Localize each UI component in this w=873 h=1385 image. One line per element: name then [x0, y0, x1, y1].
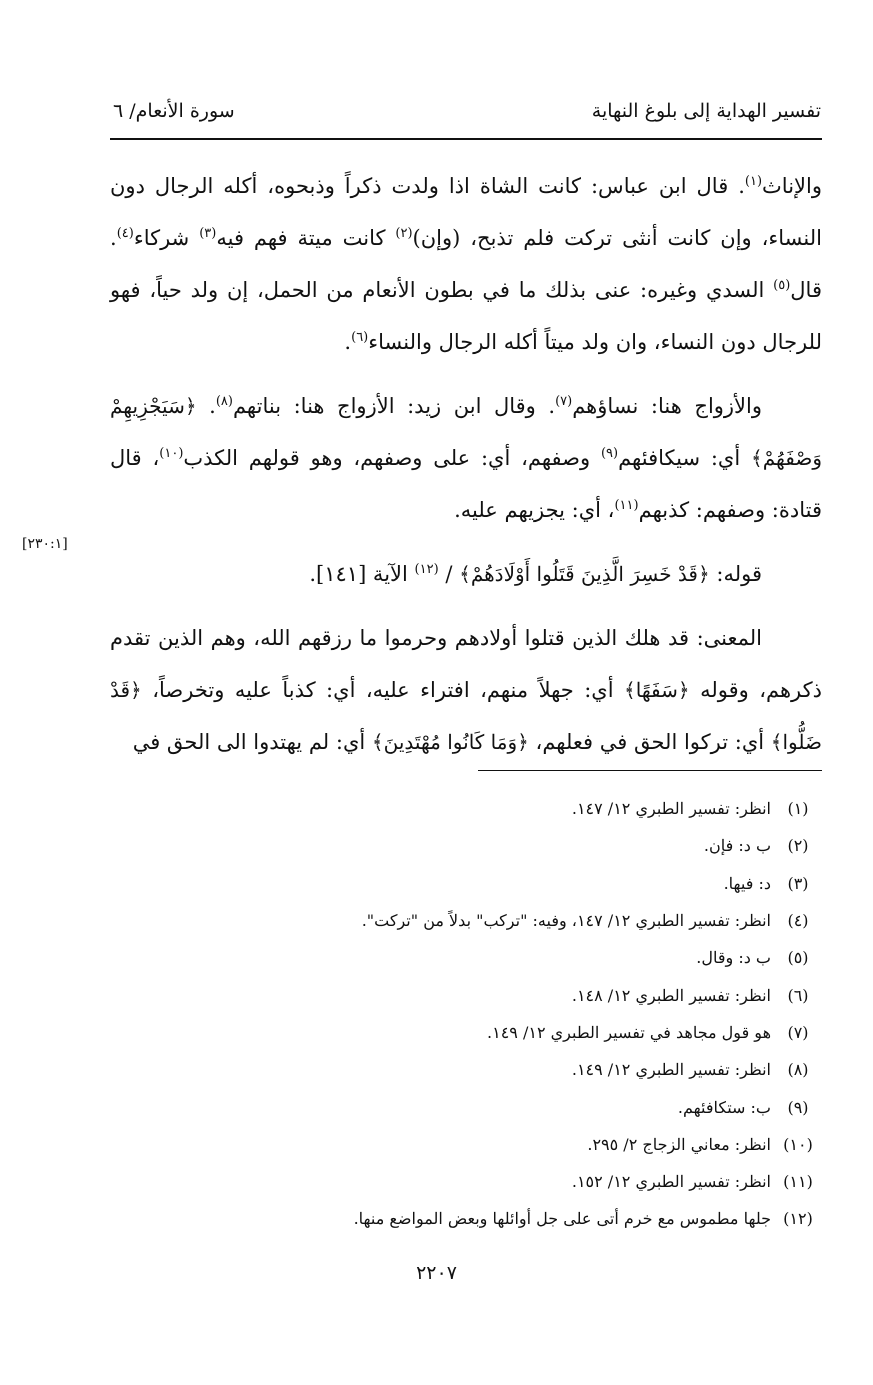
- footnote-number: (١٠): [783, 1134, 813, 1154]
- footnote-marker: (١٠): [159, 446, 184, 461]
- footnote-text: انظر: تفسير الطبري ١٢/ ١٤٨.: [571, 985, 771, 1005]
- footnote-marker: (٦): [351, 330, 369, 345]
- footnote-marker: (٧): [555, 394, 573, 409]
- text-run: ، أي: يجزيهم عليه.: [454, 498, 615, 522]
- text-run: المعنى: قد هلك الذين قتلوا أولادهم وحرموا ما رزقهم الله، وهم الذين تقدم ذكرهم، وقوله: [110, 626, 822, 702]
- running-head-book-title: تفسير الهداية إلى بلوغ النهاية: [591, 100, 821, 122]
- text-run: كانت ميتة فهم فيه: [216, 226, 396, 250]
- footnote-item: [125, 1014, 825, 1051]
- text-run: . وقال ابن زيد: الأزواج هنا: بناتهم: [232, 394, 556, 418]
- footnote-number: (٤): [787, 911, 809, 931]
- quran-quote: ﴿سَفَهًا﴾: [624, 678, 690, 702]
- footnote-text: د: فيها.: [723, 873, 771, 893]
- text-run: .: [196, 394, 216, 418]
- main-text: [110, 160, 822, 768]
- text-run: /: [438, 562, 460, 586]
- footnote-number: (٥): [787, 948, 809, 968]
- footnote-item: [125, 976, 825, 1013]
- footnote-number: (٧): [787, 1022, 809, 1042]
- text-run: . قال ابن عباس: كانت الشاة اذا ولدت ذكراً وذبحوه، أكله الرجال دون النساء، وإن كانت أنثى تركت فلم تذبح، (وإن): [110, 174, 822, 250]
- footnotes-list: [125, 790, 825, 1238]
- footnote-marker: (٨): [215, 394, 233, 409]
- page-number: ٢٢٠٧: [416, 1262, 457, 1284]
- text-run: أي: سيكافئهم: [618, 446, 751, 470]
- footnote-marker: (٤): [116, 226, 134, 241]
- text-run: .: [344, 330, 352, 354]
- margin-manuscript-reference: [٢٣٠:١]: [22, 536, 68, 552]
- footnote-number: (٩): [787, 1097, 809, 1117]
- footnote-item: [125, 1051, 825, 1088]
- quran-quote: ﴿وَمَا كَانُوا مُهْتَدِينَ﴾: [371, 730, 529, 754]
- footnote-item: [125, 790, 825, 827]
- footnote-text: انظر: تفسير الطبري ١٢/ ١٤٧.: [571, 799, 771, 819]
- text-run: أي: تركوا الحق في فعلهم،: [528, 730, 771, 754]
- text-run: والإناث: [762, 174, 822, 198]
- footnote-text: انظر: معاني الزجاج ٢/ ٢٩٥.: [587, 1134, 771, 1154]
- paragraph-4: [110, 612, 822, 768]
- footnote-number: (١٢): [783, 1209, 813, 1229]
- quran-quote: ﴿قَدْ ضَلُّوا﴾: [110, 678, 822, 754]
- footnote-number: (٣): [787, 873, 809, 893]
- footnote-number: (١١): [783, 1172, 813, 1192]
- footnote-text: هو قول مجاهد في تفسير الطبري ١٢/ ١٤٩.: [487, 1022, 771, 1042]
- text-run: ، قال قتادة: وصفهم: كذبهم: [110, 446, 822, 522]
- text-run: وصفهم، أي: على وصفهم، وهو قولهم الكذب: [183, 446, 601, 470]
- footnote-marker: (٩): [600, 446, 619, 461]
- text-run: شركاء: [133, 226, 200, 250]
- footnote-text: انظر: تفسير الطبري ١٢/ ١٤٧، وفيه: "تركب" بدلاً من "تركت".: [361, 911, 771, 931]
- footnote-text: ب د: وقال.: [696, 948, 771, 968]
- footnote-item: [125, 1200, 825, 1237]
- running-head-surah: سورة الأنعام/ ٦: [113, 100, 235, 122]
- quran-quote: ﴿قَدْ خَسِرَ الَّذِينَ قَتَلُوا أَوْلَادَهُمْ﴾: [459, 562, 710, 586]
- footnote-marker: (١١): [614, 498, 639, 513]
- footnote-marker: (١): [744, 174, 763, 189]
- text-run: والأزواج هنا: نساؤهم: [572, 394, 763, 418]
- text-run: السدي وغيره: عنى بذلك ما في بطون الأنعام من الحمل، إن ولد حياً، فهو للرجال دون النساء، وان ولد ميتاً أكله الرجال والنساء: [110, 278, 822, 354]
- footnote-text: ب د: فإن.: [703, 836, 771, 856]
- footnote-divider: [478, 770, 822, 771]
- footnote-text: ب: ستكافئهم.: [677, 1097, 771, 1117]
- footnote-item: [125, 827, 825, 864]
- footnote-number: (٨): [787, 1060, 809, 1080]
- footnote-number: (٢): [787, 836, 809, 856]
- footnote-marker: (٣): [199, 226, 217, 241]
- text-run: أي: لم يهتدوا الى الحق في: [132, 730, 372, 754]
- footnote-marker: (١٢): [414, 562, 439, 577]
- header-divider: [110, 138, 822, 140]
- footnote-item: [125, 902, 825, 939]
- footnote-text: انظر: تفسير الطبري ١٢/ ١٤٩.: [571, 1060, 771, 1080]
- footnote-text: انظر: تفسير الطبري ١٢/ ١٥٢.: [571, 1172, 771, 1192]
- text-run: أي: جهلاً منهم، افتراء عليه، أي: كذباً عليه وتخرصاً،: [141, 678, 625, 702]
- verse-heading: [110, 548, 822, 600]
- footnote-item: [125, 865, 825, 902]
- paragraph-2: [110, 380, 822, 536]
- footnote-item: [125, 1126, 825, 1163]
- footnote-number: (١): [787, 799, 809, 819]
- text-run: قوله:: [709, 562, 762, 586]
- footnote-text: جلها مطموس مع خرم أتى على جل أوائلها وبعض المواضع منها.: [353, 1209, 771, 1229]
- footnote-item: [125, 939, 825, 976]
- footnote-marker: (٢): [395, 226, 413, 241]
- paragraph-1: [110, 160, 822, 368]
- footnote-marker: (٥): [773, 278, 791, 293]
- quran-quote: ﴿سَيَجْزِيهِمْ وَصْفَهُمْ﴾: [110, 394, 822, 470]
- footnote-item: [125, 1163, 825, 1200]
- footnote-number: (٦): [787, 985, 809, 1005]
- footnote-item: [125, 1088, 825, 1125]
- text-run: الآية [١٤١].: [309, 562, 415, 586]
- text-run: . قال: [110, 226, 822, 302]
